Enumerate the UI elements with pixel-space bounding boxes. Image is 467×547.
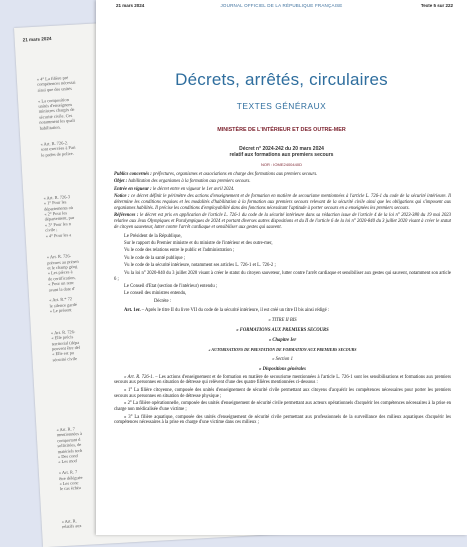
- objet-paragraph: Objet : habilitation des organismes à la formation aux premiers secours.: [114, 179, 251, 185]
- back-page-text-line: « Elle précis: [51, 334, 74, 341]
- back-page-text-line: « Art. R. 726-3: [43, 193, 71, 201]
- decree-number: Décret n° 2024-242 du 20 mars 2024: [239, 146, 324, 152]
- visa-line: Vu le code de la sécurité intérieure, notamment ses articles L. 726-1 et L. 726-2 ;: [124, 263, 276, 269]
- back-page-text-line: unités d'enseignem: [38, 101, 72, 109]
- back-page-text-line: « Des cond: [57, 453, 78, 460]
- back-page-text-line: le préfet de police.: [40, 150, 74, 158]
- header-date: 21 mars 2024: [116, 3, 145, 8]
- filiere-item: « 1° La filière citoyenne, composée des unités d'enseignement de sécurité civile permettant aux citoyens d'acquérir les compétences nécessaires pour porter les premiers secours aux personnes en situation de détresse physique ;: [114, 387, 451, 399]
- back-page-text-line: département, par: [44, 215, 75, 222]
- notice-paragraph: Notice : ce décret définit le périmètre des actions d'enseignement et de formation en matière de secourisme mentionnées à l'article L. 726-1 du code de la sécurité intérieure. Il détermine les conditions requises et les modalités d'habilitation à la formation aux premiers secours relevant de la sécurité civile ainsi que les obligations qui s'imposent aux organismes habilités. Il précise les conditions d'employabilité dans des fonctions nécessitant l'aptitude à porter secours en a enseignées les premiers secours.: [114, 194, 451, 212]
- visa-line: Sur le rapport du Premier ministre et du ministre de l'intérieur et des outre-mer,: [124, 241, 273, 247]
- page-title: Décrets, arrêtés, circulaires: [175, 70, 388, 89]
- back-page-text-line: « Art. R. 726-2.: [40, 139, 69, 147]
- back-page-text-line: « Les mod: [58, 458, 77, 465]
- back-page-text-line: « Art. R.* 72: [49, 296, 73, 303]
- back-page-text-line: le cas échéa: [59, 485, 81, 492]
- back-page-text-line: sécurité civile. Ces: [38, 112, 73, 120]
- header-text-ref: Texte 5 sur 222: [420, 3, 453, 8]
- ministry-name: MINISTÈRE DE L'INTÉRIEUR ET DES OUTRE-MER: [217, 127, 346, 133]
- back-page-date: 21 mars 2024: [22, 35, 52, 43]
- back-page-text-line: ministres chargés de: [38, 107, 75, 115]
- back-page-text-line: « Les conc: [59, 480, 79, 487]
- back-page-text-line: ainsi que des unités: [37, 85, 72, 93]
- visa-line: Vu la loi n° 2020-840 du 3 juillet 2020 visant à créer le statut du citoyen sauveteur, lutter contre l'arrêt cardiaque et sensibiliser aux gestes qui sauvent, notamment son article 6 ;: [114, 270, 451, 282]
- back-page-text-line: départements où: [43, 204, 74, 212]
- article-r-726-1: « Art. R. 726-1. – Les actions d'enseignement et de formation en matière de secourisme mentionnées à l'article L. 726-1 sont les sensibilisations et formations aux premiers secours aux personnes en situation de détresse qui relèvent d'une des quatre filières mentionnées ci-dessous :: [114, 374, 451, 386]
- visa-line: Le Conseil d'Etat (section de l'intérieur) entendu ;: [124, 284, 218, 289]
- back-page-text-line: territorial (dépa: [51, 339, 80, 346]
- back-page-text-line: mentionnées à: [56, 431, 83, 438]
- titre-heading: « TITRE II BIS: [268, 318, 297, 324]
- article-1: Art. 1er. – Après le titre II du livre VII du code de la sécurité intérieure, il est créé un titre II bis ainsi rédigé :: [124, 308, 330, 314]
- page-header: [96, 0, 467, 10]
- back-page-text-line: peuvent être dél: [51, 344, 81, 352]
- back-page-text-line: relatifs aux: [61, 523, 82, 530]
- back-page-text-line: habilitation.: [39, 124, 61, 131]
- back-page-text-line: de certification,: [47, 274, 76, 282]
- back-page-text-line: « Art. R. 7: [56, 426, 76, 433]
- journal-page[interactable]: [96, 0, 467, 535]
- back-page-text-line: « 4° Pour les a: [45, 231, 72, 239]
- back-page-text-line: le silence gardé: [49, 301, 77, 309]
- back-page-text-line: comportant d: [56, 436, 81, 444]
- chapitre-heading: « Chapitre Ier: [268, 337, 297, 343]
- visa-line: Vu le code de la santé publique ;: [124, 255, 186, 261]
- nor-reference: NOR : IOME2400440D: [261, 162, 302, 167]
- back-page-text-line: « Art. R. 726-: [50, 328, 76, 336]
- back-page-text-line: « Elle est pu: [52, 350, 75, 357]
- back-page-text-line: sollicitées, de: [57, 442, 82, 449]
- back-page-text-line: « Le présent: [49, 307, 72, 314]
- page-subtitle: TEXTES GÉNÉRAUX: [236, 101, 327, 111]
- decrete-label: Décrète :: [154, 299, 172, 305]
- back-page-text-line: civile ;: [45, 227, 58, 233]
- decree-title: [96, 146, 467, 159]
- visa-line: Le conseil des ministres entendu,: [124, 291, 187, 297]
- formations-heading: « FORMATIONS AUX PREMIERS SECOURS: [236, 328, 329, 334]
- back-page-text-line: matériels tech: [57, 447, 83, 454]
- back-page-text-line: compétences nécessai: [37, 80, 76, 88]
- back-page-text-line: « 4° La filière pré: [36, 75, 69, 82]
- section-heading: « Section 1: [272, 356, 293, 362]
- filiere-item: « 2° La filière opérationnelle, composée des unités d'enseignement de sécurité civile permettant aux acteurs opérationnels d'acquérir les compétences nécessaires à la prise en charge non médicalisée d'une victime ;: [114, 401, 451, 413]
- back-page-text-line: « Les pièces à: [47, 269, 73, 276]
- back-page-text-line: « Art. R. 726-: [46, 253, 72, 260]
- back-page-text-line: « 3° Pour les n: [44, 220, 72, 228]
- back-page-text-line: « Art. R. 7: [58, 469, 78, 476]
- filiere-item: « 3° La filière aquatique, composée des unités d'enseignement de sécurité civile permettant aux professionnels de la surveillance des milieux aquatiques d'acquérir les compétences nécessaires à la prise en charge d'une victime dans ces milieux ;: [114, 414, 451, 426]
- autorisations-heading: « AUTORISATIONS DE PRESTATION DE FORMATION AUX PREMIERS SECOURS: [208, 346, 357, 352]
- visa-line: Le Président de la République,: [124, 233, 182, 239]
- back-page-text-line: prévues au présen: [47, 258, 79, 266]
- back-page-text-line: et le champ géog: [47, 263, 78, 271]
- decree-body: [114, 172, 451, 428]
- back-page-text-line: « 2° Pour les: [44, 210, 68, 217]
- back-page-text-line: « Pour un renc: [48, 280, 75, 287]
- back-page-text-line: notamment les quali: [39, 117, 76, 125]
- header-journal-name: JOURNAL OFFICIEL DE LA RÉPUBLIQUE FRANÇAISE: [220, 3, 343, 8]
- references-paragraph: Références : le décret est pris en application de l'article L. 726-1 du code de la sécurité intérieure dans sa rédaction issue de l'article 4 de la loi n° 2023-380 du 19 mai 2023 relative aux Jeux Olympiques et Paralympiques de 2024 et portant diverses autres dispositions et du II de l'article 6 de la loi n° 2020-840 du 3 juillet 2020 visant à créer le statut de citoyen sauveteur, lutter contre l'arrêt cardiaque et sensibiliser aux gestes qui sauvent.: [114, 213, 451, 231]
- dispositions-heading: « Dispositions générales: [259, 366, 306, 372]
- visa-line: Vu le code des relations entre le public et l'administration ;: [124, 248, 235, 254]
- back-page-text-line: « 1° Pour les: [43, 199, 67, 206]
- entree-paragraph: Entrée en vigueur : le décret entre en vigueur le 1er avril 2024.: [114, 186, 235, 192]
- back-page-text-line: être déléguée: [59, 474, 83, 481]
- decree-subject: relatif aux formations aux premiers secours: [229, 152, 334, 159]
- back-page-text-line: « La composition: [37, 96, 69, 104]
- back-page-text-line: « Art. R.: [61, 518, 77, 524]
- back-page-text-line: avant la date d': [48, 285, 76, 293]
- publics-paragraph: Publics concernés : préfectures, organismes et associations en charge des formations aux premiers secours.: [114, 172, 318, 177]
- back-page-text-line: sécurité civile: [52, 355, 78, 363]
- back-page-text-line: sont exercées à Pari: [40, 144, 76, 152]
